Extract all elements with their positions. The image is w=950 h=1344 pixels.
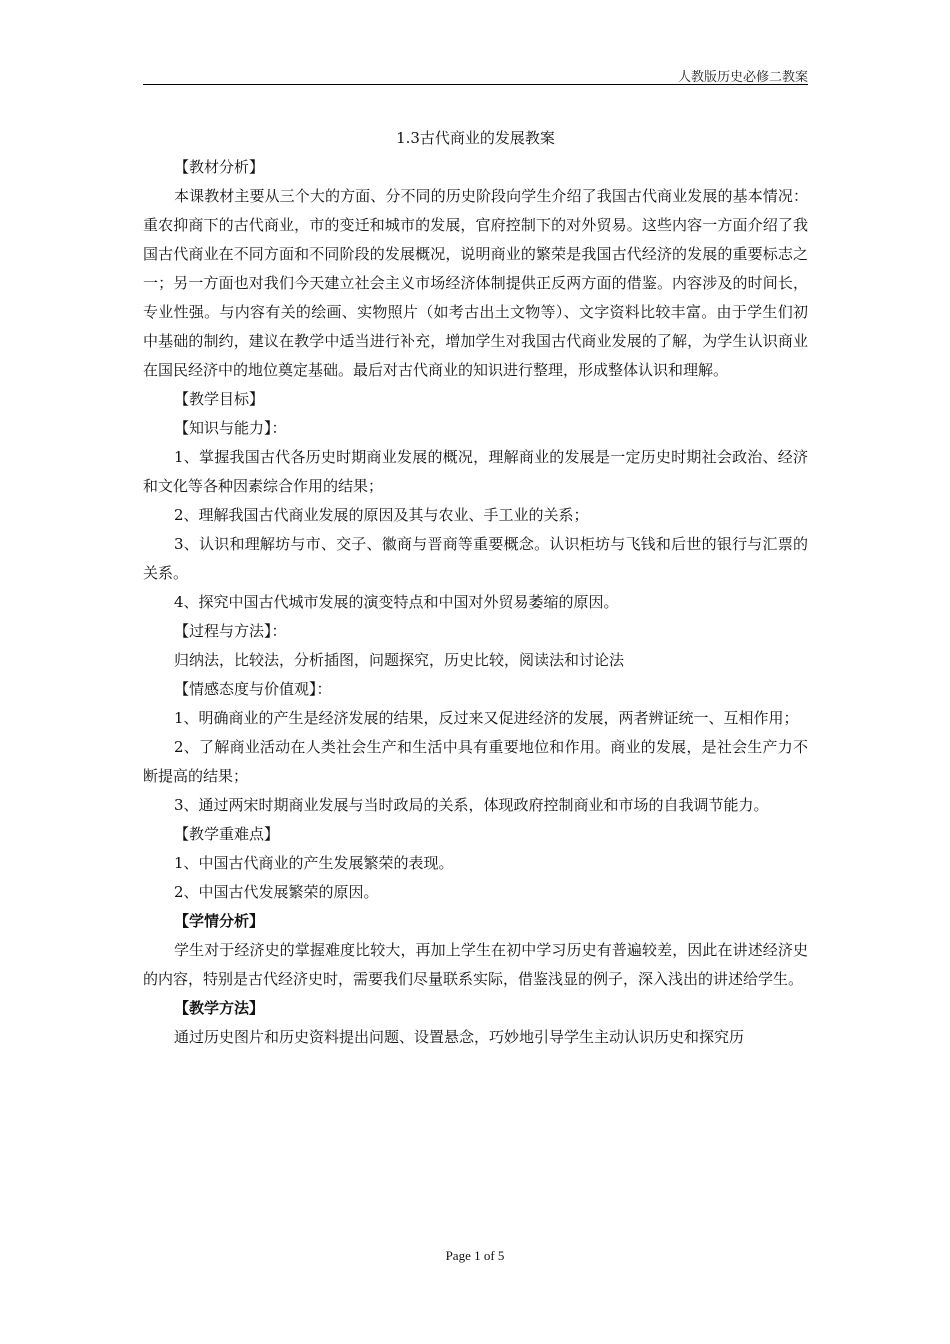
document-title: 1.3古代商业的发展教案 xyxy=(396,129,555,147)
page-footer: Page 1 of 5 xyxy=(445,1248,505,1263)
list-item: 1、中国古代商业的产生发展繁荣的表现。 xyxy=(174,854,454,872)
header-rule xyxy=(143,84,808,85)
list-item: 4、探究中国古代城市发展的演变特点和中国对外贸易萎缩的原因。 xyxy=(174,593,619,611)
list-item: 2、理解我国古代商业发展的原因及其与农业、手工业的关系； xyxy=(174,506,589,524)
paragraph: 归纳法，比较法，分析插图，问题探究，历史比较，阅读法和讨论法 xyxy=(174,651,625,669)
list-item: 3、认识和理解坊与市、交子、徽商与晋商等重要概念。认识柜坊与飞钱和后世的银行与汇票的关系。 xyxy=(143,535,808,582)
list-item: 1、明确商业的产生是经济发展的结果，反过来又促进经济的发展，两者辨证统一、互相作用； xyxy=(174,709,799,727)
list-item: 2、中国古代发展繁荣的原因。 xyxy=(174,883,379,901)
section-heading: 【学情分析】 xyxy=(174,912,265,930)
list-item: 2、了解商业活动在人类社会生产和生活中具有重要地位和作用。商业的发展，是社会生产力不断提高的结果； xyxy=(143,738,808,785)
document-body xyxy=(143,153,808,1052)
page-header: 人教版历史必修二教案 xyxy=(677,70,808,85)
subsection-heading: 【过程与方法】： xyxy=(174,622,287,640)
subsection-heading: 【知识与能力】： xyxy=(174,419,287,437)
section-heading: 【教学目标】 xyxy=(174,390,265,408)
subsection-heading: 【情感态度与价值观】： xyxy=(174,680,332,698)
list-item: 3、通过两宋时期商业发展与当时政局的关系，体现政府控制商业和市场的自我调节能力。 xyxy=(174,796,769,814)
paragraph: 通过历史图片和历史资料提出问题、设置悬念，巧妙地引导学生主动认识历史和探究历 xyxy=(174,1028,745,1046)
list-item: 1、掌握我国古代各历史时期商业发展的概况，理解商业的发展是一定历史时期社会政治、经济和文化等各种因素综合作用的结果； xyxy=(143,448,808,495)
paragraph: 本课教材主要从三个大的方面、分不同的历史阶段向学生介绍了我国古代商业发展的基本情况：重农抑商下的古代商业，市的变迁和城市的发展，官府控制下的对外贸易。这些内容一方面介绍了我国古代商业在不同方面和不同阶段的发展概况，说明商业的繁荣是我国古代经济的发展的重要标志之一；另一方面也对我们今天建立社会主义市场经济体制提供正反两方面的借鉴。内容涉及的时间长，专业性强。与内容有关的绘画、实物照片（如考古出土文物等）、文字资料比较丰富。由于学生们初中基础的制约，建议在教学中适当进行补充，增加学生对我国古代商业发展的了解，为学生认识商业在国民经济中的地位奠定基础。最后对古代商业的知识进行整理，形成整体认识和理解。 xyxy=(143,187,808,379)
section-heading: 【教学方法】 xyxy=(174,999,265,1017)
section-heading: 【教学重难点】 xyxy=(174,825,280,843)
paragraph: 学生对于经济史的掌握难度比较大，再加上学生在初中学习历史有普遍较差，因此在讲述经济史的内容，特别是古代经济史时，需要我们尽量联系实际，借鉴浅显的例子，深入浅出的讲述给学生。 xyxy=(143,941,808,988)
section-heading: 【教材分析】 xyxy=(174,158,265,176)
